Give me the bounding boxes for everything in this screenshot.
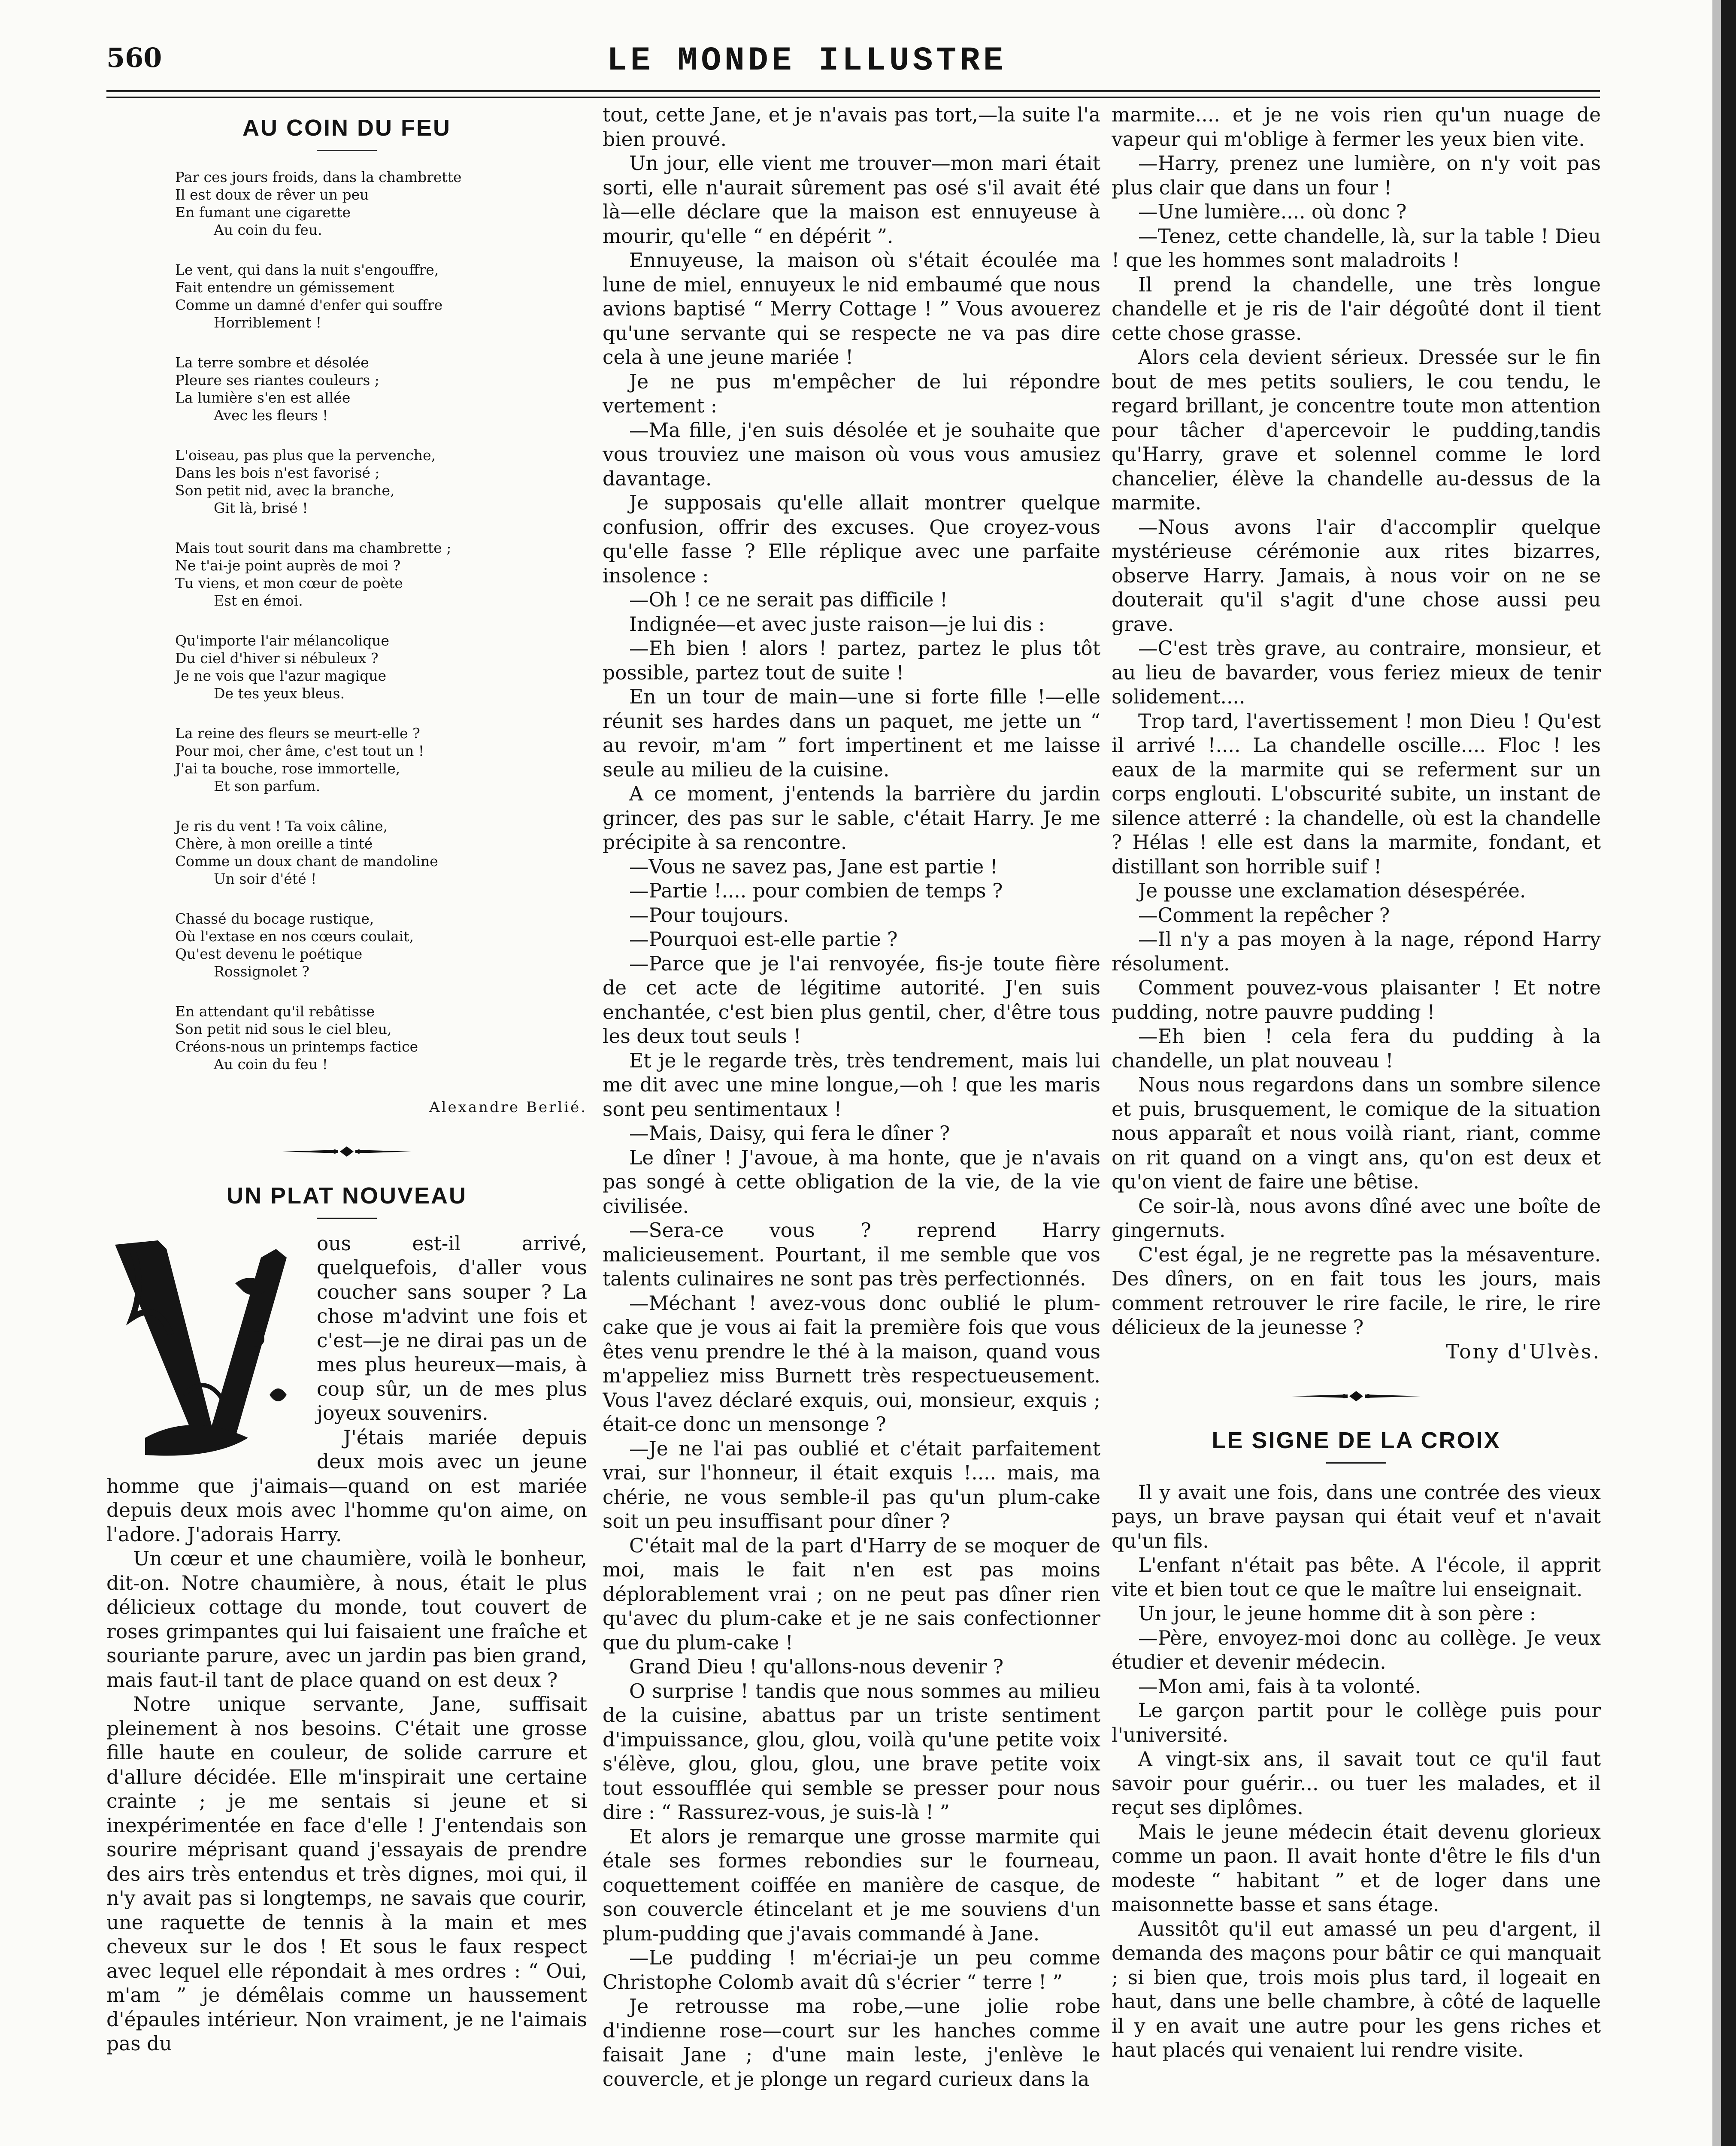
poem-line: Par ces jours froids, dans la chambrette <box>175 168 462 185</box>
poem-author: Alexandre Berlié. <box>429 1098 587 1116</box>
paragraph: —Harry, prenez une lumière, on n'y voit pas plus clair que dans un four ! <box>1112 152 1601 199</box>
paragraph: Il prend la chandelle, une très longue chandelle et je ris de l'air dégoûté dont il tient cette chose grasse. <box>1112 273 1601 345</box>
paragraph: —Père, envoyez-moi donc au collège. Je veux étudier et devenir médecin. <box>1112 1626 1601 1673</box>
story2-text <box>1112 1481 1601 2063</box>
paragraph: —Tenez, cette chandelle, là, sur la table ! Dieu ! que les hommes sont maladroits ! <box>1112 224 1601 272</box>
poem-stanza <box>175 168 587 239</box>
paragraph: Et alors je remarque une grosse marmite qui étale ses formes rebondies sur le fourneau, coquettement coiffée en manière de casque, de son couvercle étincelant et je me souviens d'un plum-pudding que j'avais commandé à Jane. <box>603 1825 1100 1945</box>
poem-line: Où l'extase en nos cœurs coulait, <box>175 928 414 945</box>
paragraph: Je pousse une exclamation désespérée. <box>1138 879 1526 902</box>
masthead: LE MONDE ILLUSTRE <box>607 42 1007 80</box>
poem-line: Git là, brisé ! <box>214 499 308 516</box>
story-title: UN PLAT NOUVEAU <box>226 1183 467 1209</box>
paragraph: —Une lumière.... où donc ? <box>1138 200 1407 223</box>
poem-stanza <box>175 817 587 888</box>
paragraph: —Je ne l'ai pas oublié et c'était parfaitement vrai, sur l'honneur, il était exquis !.... mais, ma chérie, ne vous semble-il pas qu'un plum-cake soit un peu insuffisant pour dîner ? <box>603 1437 1100 1533</box>
poem-line: De tes yeux bleus. <box>214 685 345 702</box>
poem-line: Son petit nid, avec la branche, <box>175 482 395 499</box>
poem-line: Au coin du feu. <box>214 221 322 238</box>
header-rule-thin <box>106 97 1600 98</box>
paragraph: Alors cela devient sérieux. Dressée sur le fin bout de mes petits souliers, le cou tendu, le regard brillant, je concentre toute mon attention pour tâcher d'apercevoir le pudding,tandis qu'Harry, grave et solennel comme le lord chancelier, élève la chandelle au-dessus de la marmite. <box>1112 346 1601 514</box>
paragraph: —Mais, Daisy, qui fera le dîner ? <box>629 1122 950 1145</box>
poem-line: La reine des fleurs se meurt-elle ? <box>175 724 420 742</box>
paragraph: —Partie !.... pour combien de temps ? <box>629 879 1003 902</box>
paragraph: Ce soir-là, nous avons dîné avec une boîte de gingernuts. <box>1112 1194 1601 1242</box>
paragraph: Comment pouvez-vous plaisanter ! Et notre pudding, notre pauvre pudding ! <box>1112 976 1601 1024</box>
paragraph: —Parce que je l'ai renvoyée, fis-je toute fière de cet acte de légitime autorité. J'en suis enchantée, c'est bien plus gentil, cher, d'être tous les deux tout seuls ! <box>603 952 1100 1048</box>
paragraph: Indignée—et avec juste raison—je lui dis : <box>629 612 1045 636</box>
poem-line: Avec les fleurs ! <box>214 406 328 424</box>
dropcap-letter-icon <box>106 1232 308 1464</box>
paragraph: Un cœur et une chaumière, voilà le bonheur, dit-on. Notre chaumière, à nous, était le plus délicieux cottage du monde, tout couvert de roses grimpantes qui lui faisaient une fraîche et souriante parure, avec un jardin pas bien grand, mais faut-il tant de place quand on est deux ? <box>106 1547 587 1691</box>
poem-line: Est en émoi. <box>214 592 303 609</box>
poem-line: Un soir d'été ! <box>214 870 317 887</box>
poem-line: En fumant une cigarette <box>175 203 351 221</box>
paragraph: —Il n'y a pas moyen à la nage, répond Harry résolument. <box>1112 928 1601 975</box>
paragraph: —C'est très grave, au contraire, monsieur, et au lieu de bavarder, vous feriez mieux de tenir solidement.... <box>1112 637 1601 708</box>
poem-line: Comme un damné d'enfer qui souffre <box>175 296 443 313</box>
poem-body <box>106 168 587 1073</box>
paragraph: —Sera-ce vous ? reprend Harry malicieusement. Pourtant, il me semble que vos talents culinaires ne sont pas très perfectionnés. <box>603 1219 1100 1290</box>
poem-line: Je ne vois que l'azur magique <box>175 667 387 684</box>
poem-line: La terre sombre et désolée <box>175 354 369 371</box>
paragraph: A ce moment, j'entends la barrière du jardin grincer, des pas sur le sable, c'était Harry. Je me précipite à sa rencontre. <box>603 782 1100 854</box>
poem-stanza <box>175 1003 587 1073</box>
poem-line: Pour moi, cher âme, c'est tout un ! <box>175 742 424 759</box>
poem-line: Le vent, qui dans la nuit s'engouffre, <box>175 261 439 278</box>
paragraph: Je retrousse ma robe,—une jolie robe d'indienne rose—court sur les hanches comme faisait Jane ; d'une main leste, j'enlève le couvercle, et je plonge un regard curieux dans la <box>603 1995 1100 2091</box>
paragraph: Le dîner ! J'avoue, à ma honte, que je n'avais pas songé à cette obligation de la vie, de la vie civilisée. <box>603 1146 1100 1218</box>
paragraph: —Pour toujours. <box>629 903 789 927</box>
paragraph: —Nous avons l'air d'accomplir quelque mystérieuse cérémonie aux rites bizarres, observe Harry. Jamais, à nous voir on ne se douterait qu'il s'agit d'une chose aussi peu grave. <box>1112 515 1601 636</box>
poem-line: Pleure ses riantes couleurs ; <box>175 371 379 388</box>
paragraph: ous est-il arrivé, quelquefois, d'aller vous coucher sans souper ? La chose m'advint une fois et c'est—je ne dirai pas un de mes plus heureux—mais, à coup sûr, un de mes plus joyeux souvenirs. <box>317 1232 587 1425</box>
paragraph: En un tour de main—une si forte fille !—elle réunit ses hardes dans un paquet, me jette un “ au revoir, m'am ” fort impertinent et me laisse seule au milieu de la cuisine. <box>603 685 1100 781</box>
poem-title: AU COIN DU FEU <box>242 115 451 141</box>
poem-line: Du ciel d'hiver si nébuleux ? <box>175 649 379 667</box>
poem-line: Au coin du feu ! <box>214 1055 328 1073</box>
paragraph: —Mon ami, fais à ta volonté. <box>1138 1675 1421 1698</box>
dropcap-illustration <box>106 1232 308 1464</box>
poem-line: Créons-nous un printemps factice <box>175 1038 418 1055</box>
header-rule <box>106 90 1600 92</box>
paragraph: A vingt-six ans, il savait tout ce qu'il faut savoir pour guérir... ou tuer les malades, et il reçut ses diplômes. <box>1112 1748 1601 1819</box>
paragraph: Le garçon partit pour le collège puis pour l'université. <box>1112 1699 1601 1746</box>
paragraph: Nous nous regardons dans un sombre silence et puis, brusquement, le comique de la situation nous apparaît et nous voilà riant, riant, comme on rit quand on a vingt ans, qu'on est deux et qu'on vient de faire une bêtise. <box>1112 1073 1601 1193</box>
poem-line: Ne t'ai-je point auprès de moi ? <box>175 557 401 574</box>
paragraph: Je supposais qu'elle allait montrer quelque confusion, offrir des excuses. Que croyez-vous qu'elle fasse ? Elle réplique avec une parfaite insolence : <box>603 491 1100 587</box>
paragraph: Il y avait une fois, dans une contrée des vieux pays, un brave paysan qui était veuf et n'avait qu'un fils. <box>1112 1481 1601 1552</box>
poem-line: Comme un doux chant de mandoline <box>175 852 438 870</box>
title-rule <box>317 1218 377 1219</box>
poem-stanza <box>175 910 587 980</box>
poem-stanza <box>175 724 587 795</box>
poem-line: Et son parfum. <box>214 777 321 794</box>
poem-line: Mais tout sourit dans ma chambrette ; <box>175 539 451 556</box>
paragraph: O surprise ! tandis que nous sommes au milieu de la cuisine, abattus par un triste sentiment d'impuissance, glou, glou, voilà qu'une petite voix s'élève, glou, glou, glou, une brave petite voix tout essoufflée qui semble se presser pour nous dire : “ Rassurez-vous, je suis-là ! ” <box>603 1679 1100 1824</box>
paragraph: —Vous ne savez pas, Jane est partie ! <box>629 855 998 878</box>
paragraph: J'étais mariée depuis deux mois avec un jeune homme que j'aimais—quand on est mariée depuis deux mois avec l'homme qu'on aime, on l'adore. J'adorais Harry. <box>106 1426 587 1546</box>
paragraph: —Eh bien ! cela fera du pudding à la chandelle, un plat nouveau ! <box>1112 1025 1601 1072</box>
paragraph: Je ne pus m'empêcher de lui répondre vertement : <box>603 370 1100 417</box>
title-rule <box>1326 1462 1386 1464</box>
poem-line: Son petit nid sous le ciel bleu, <box>175 1020 392 1037</box>
paragraph: Aussitôt qu'il eut amassé un peu d'argent, il demanda des maçons pour bâtir ce qui manquait ; si bien que, trois mois plus tard, il logeait en haut, dans une belle chambre, à côté de laquelle il y en avait une autre pour les gens riches et haut placés qui venaient lui rendre visite. <box>1112 1917 1601 2061</box>
poem-line: Il est doux de rêver un peu <box>175 186 369 203</box>
paragraph: marmite.... et je ne vois rien qu'un nuage de vapeur qui m'oblige à fermer les yeux bien vite. <box>1112 103 1601 151</box>
paragraph: Un jour, elle vient me trouver—mon mari était sorti, elle n'aurait sûrement pas osé s'il avait été là—elle déclare que la maison est ennuyeuse à mourir, qu'elle “ en dépérit ”. <box>603 152 1100 248</box>
column-2 <box>603 103 1100 2146</box>
paragraph: Ennuyeuse, la maison où s'était écoulée ma lune de miel, ennuyeux le nid embaumé que nous avions baptisé “ Merry Cottage ! ” Vous avouerez qu'une servante qui se respecte ne va pas dire cela à une jeune mariée ! <box>603 249 1100 369</box>
paragraph: tout, cette Jane, et je n'avais pas tort,—la suite l'a bien prouvé. <box>603 103 1100 151</box>
poem-line: En attendant qu'il rebâtisse <box>175 1003 375 1020</box>
paragraph: —Comment la repêcher ? <box>1138 903 1390 927</box>
poem-stanza <box>175 446 587 517</box>
paragraph: —Ma fille, j'en suis désolée et je souhaite que vous trouviez une maison où vous vous amusiez davantage. <box>603 418 1100 490</box>
paragraph: C'est égal, je ne regrette pas la mésaventure. Des dîners, on en fait tous les jours, mais comment retrouver le rire facile, le rire, le rire délicieux de la jeunesse ? <box>1112 1243 1601 1339</box>
poem-line: La lumière s'en est allée <box>175 389 351 406</box>
paragraph: C'était mal de la part d'Harry de se moquer de moi, mais le fait n'en est pas moins déplorablement vrai ; on ne peut pas dîner rien qu'avec du plum-cake et je ne sais confectionner que du plum-cake ! <box>603 1534 1100 1654</box>
story-author: Tony d'Ulvès. <box>1446 1340 1601 1363</box>
column-3 <box>1112 103 1601 2146</box>
paragraph: Mais le jeune médecin était devenu glorieux comme un paon. Il avait honte d'être le fils d'un modeste “ habitant ” et de loger dans une maisonnette basse et sans étage. <box>1112 1820 1601 1916</box>
ornament-divider-icon <box>1288 1390 1425 1403</box>
story2-title: LE SIGNE DE LA CROIX <box>1212 1428 1501 1453</box>
paragraph: —Le pudding ! m'écriai-je un peu comme Christophe Colomb avait dû s'écrier “ terre ! ” <box>603 1946 1100 1994</box>
paragraph: Un jour, le jeune homme dit à son père : <box>1138 1602 1536 1625</box>
paragraph: —Oh ! ce ne serait pas difficile ! <box>629 588 948 611</box>
ornament-divider-icon <box>278 1145 415 1158</box>
paragraph: —Méchant ! avez-vous donc oublié le plum-cake que je vous ai fait la première fois que vous êtes venu prendre le thé à la maison, quand vous m'appeliez miss Burnett très respectueusement. Vous l'avez déclaré exquis, oui, monsieur, exquis ; était-ce donc un mensonge ? <box>603 1291 1100 1436</box>
paragraph: Trop tard, l'avertissement ! mon Dieu ! Qu'est il arrivé !.... La chandelle oscille.... Floc ! les eaux de la marmite qui se referment sur un corps englouti. L'obscurité subite, un instant de silence atterré : la chandelle, où est la chandelle ? Hélas ! elle est dans la marmite, fondant, et distillant son horrible suif ! <box>1112 709 1601 878</box>
poem-line: Tu viens, et mon cœur de poète <box>175 574 403 591</box>
paragraph: Notre unique servante, Jane, suffisait pleinement à nos besoins. C'était une grosse fille haute en couleur, de solide carrure et d'allure décidée. Elle m'inspirait une certaine crainte ; je me sentais si jeune et si inexpérimentée en face d'elle ! J'entendais son sourire méprisant quand j'essayais de prendre des airs très entendus et très dignes, moi qui, il n'y avait pas si longtemps, ne savais que courir, une raquette de tennis à la main et mes cheveux sur le dos ! Et sous le faux respect avec lequel elle répondait à mes ordres : “ Oui, m'am ” je démêlais comme un haussement d'épaules intérieur. Non vraiment, je ne l'aimais pas du <box>106 1693 587 2055</box>
paragraph: Et je le regarde très, très tendrement, mais lui me dit avec une mine longue,—oh ! que les maris sont peu sentimentaux ! <box>603 1049 1100 1121</box>
column-1 <box>106 103 587 2146</box>
page-edge-shadow <box>1695 0 1736 2146</box>
poem-stanza <box>175 354 587 424</box>
poem-line: L'oiseau, pas plus que la pervenche, <box>175 446 436 464</box>
poem-line: Qu'importe l'air mélancolique <box>175 632 390 649</box>
poem-line: Fait entendre un gémissement <box>175 279 394 296</box>
story-column-3-text <box>1112 103 1601 1340</box>
poem-line: J'ai ta bouche, rose immortelle, <box>175 760 400 777</box>
paragraph: L'enfant n'était pas bête. A l'école, il apprit vite et bien tout ce que le maître lui enseignait. <box>1112 1554 1601 1601</box>
poem-line: Qu'est devenu le poétique <box>175 945 363 962</box>
poem-stanza <box>175 539 587 609</box>
poem-stanza <box>175 632 587 702</box>
poem-line: Chère, à mon oreille a tinté <box>175 835 373 852</box>
poem-line: Dans les bois n'est favorisé ; <box>175 464 380 481</box>
poem-line: Rossignolet ? <box>214 963 309 980</box>
story-column-2-text <box>603 103 1100 2091</box>
paragraph: —Eh bien ! alors ! partez, partez le plus tôt possible, partez tout de suite ! <box>603 637 1100 684</box>
paragraph: Grand Dieu ! qu'allons-nous devenir ? <box>629 1655 1004 1678</box>
poem-stanza <box>175 261 587 331</box>
poem-line: Je ris du vent ! Ta voix câline, <box>175 817 388 834</box>
title-rule <box>317 150 377 151</box>
poem-line: Chassé du bocage rustique, <box>175 910 374 927</box>
paragraph: —Pourquoi est-elle partie ? <box>629 928 898 951</box>
page-number: 560 <box>106 42 162 73</box>
poem-line: Horriblement ! <box>214 314 322 331</box>
